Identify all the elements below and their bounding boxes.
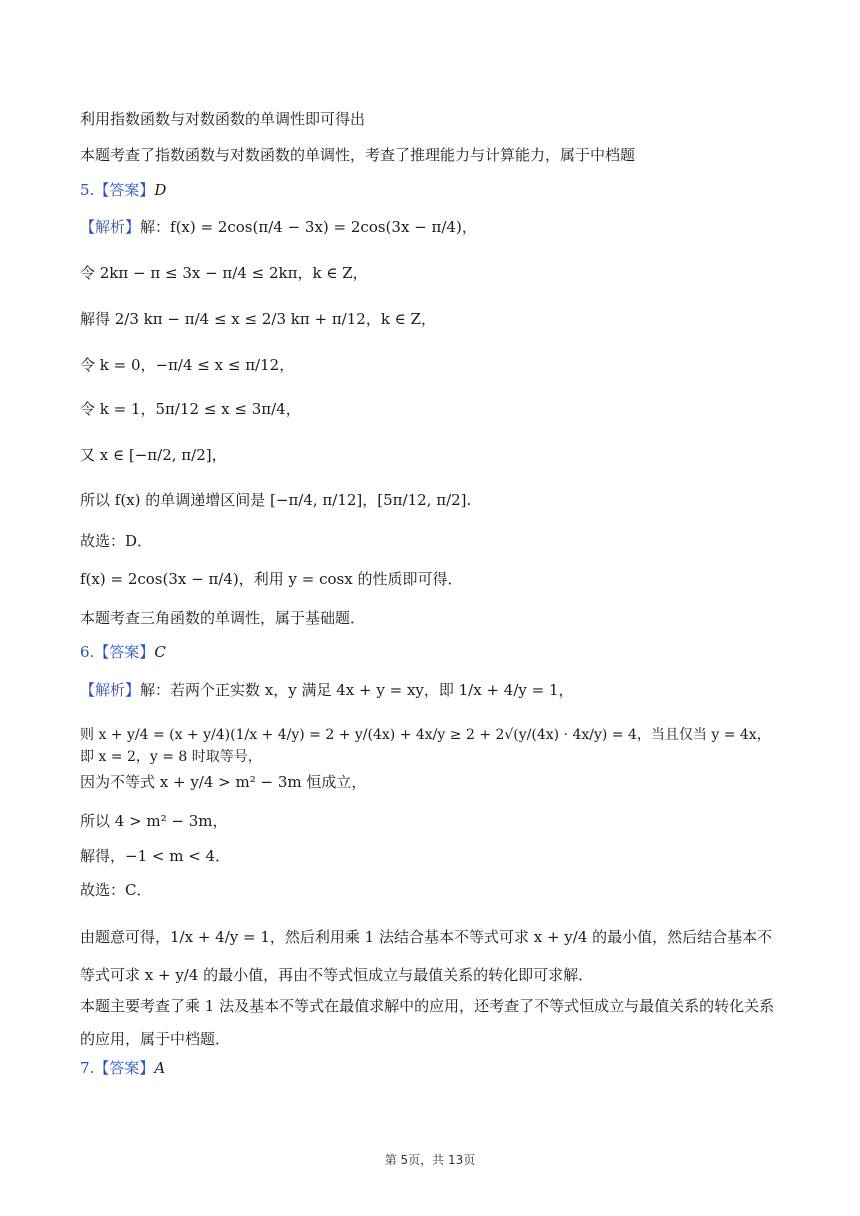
answer-label: 7.【答案】 bbox=[80, 1059, 155, 1077]
text-paragraph: 本题主要考查了乘 1 法及基本不等式在最值求解中的应用，还考查了不等式恒成立与最值关系的转化关系的应用，属于中档题． bbox=[80, 997, 775, 1048]
math-line: 令 2kπ − π ≤ 3x − π/4 ≤ 2kπ，k ∈ Z， bbox=[80, 264, 368, 282]
answer-letter: D bbox=[154, 181, 167, 199]
math-line: 则 x + y/4 = (x + y/4)(1/x + 4/y) = 2 + y/(4x) + 4x/y ≥ 2 + 2√(y/(4x) · 4x/y) = 4，当且仅当 y = 4x，即 x = 2，y = 8 时取等号， bbox=[80, 727, 771, 765]
text-line: 故选：D． bbox=[80, 532, 153, 550]
math-line: 又 x ∈ [−π/2, π/2]， bbox=[80, 446, 227, 464]
text-line: 利用指数函数与对数函数的单调性即可得出 bbox=[80, 110, 366, 128]
answer-line bbox=[80, 641, 780, 663]
math-line: 所以 f(x) 的单调递增区间是 [−π/4, π/12]，[5π/12, π/2]. bbox=[80, 491, 472, 509]
text-line: 故选：C． bbox=[80, 881, 152, 899]
math-line: 解得，−1 < m < 4． bbox=[80, 847, 231, 865]
answer-letter: C bbox=[154, 643, 166, 661]
math-line: 解得 2/3 kπ − π/4 ≤ x ≤ 2/3 kπ + π/12，k ∈ Z， bbox=[80, 310, 436, 328]
analysis-line: 【解析】解：f(x) = 2cos(π/4 − 3x) = 2cos(3x − π/4)， bbox=[80, 218, 477, 236]
answer-line bbox=[80, 179, 780, 201]
analysis-tag: 【解析】 bbox=[80, 681, 141, 699]
text-paragraph: 由题意可得，1/x + 4/y = 1，然后利用乘 1 法结合基本不等式可求 x + y/4 的最小值，然后结合基本不等式可求 x + y/4 的最小值，再由不等式恒成立与最值关系的转化即可求解． bbox=[80, 928, 773, 984]
math-line: 令 k = 0，−π/4 ≤ x ≤ π/12， bbox=[80, 356, 295, 374]
analysis-tag: 【解析】 bbox=[80, 218, 141, 236]
math-line: 因为不等式 x + y/4 > m² − 3m 恒成立， bbox=[80, 773, 367, 791]
analysis-line: 【解析】解：若两个正实数 x，y 满足 4x + y = xy，即 1/x + 4/y = 1， bbox=[80, 681, 574, 699]
text-line: 本题考查了指数函数与对数函数的单调性，考查了推理能力与计算能力，属于中档题 bbox=[80, 146, 636, 164]
math-line: 令 k = 1，5π/12 ≤ x ≤ 3π/4， bbox=[80, 400, 301, 418]
page-footer: 第 5页，共 13页 bbox=[384, 1153, 476, 1167]
math-line: f(x) = 2cos(3x − π/4)，利用 y = cosx 的性质即可得． bbox=[80, 570, 463, 588]
answer-label: 5.【答案】 bbox=[80, 181, 155, 199]
answer-line bbox=[80, 1057, 780, 1079]
math-line: 所以 4 > m² − 3m， bbox=[80, 812, 228, 830]
answer-letter: A bbox=[154, 1059, 166, 1077]
answer-label: 6.【答案】 bbox=[80, 643, 155, 661]
text-line: 本题考查三角函数的单调性，属于基础题． bbox=[80, 609, 366, 627]
